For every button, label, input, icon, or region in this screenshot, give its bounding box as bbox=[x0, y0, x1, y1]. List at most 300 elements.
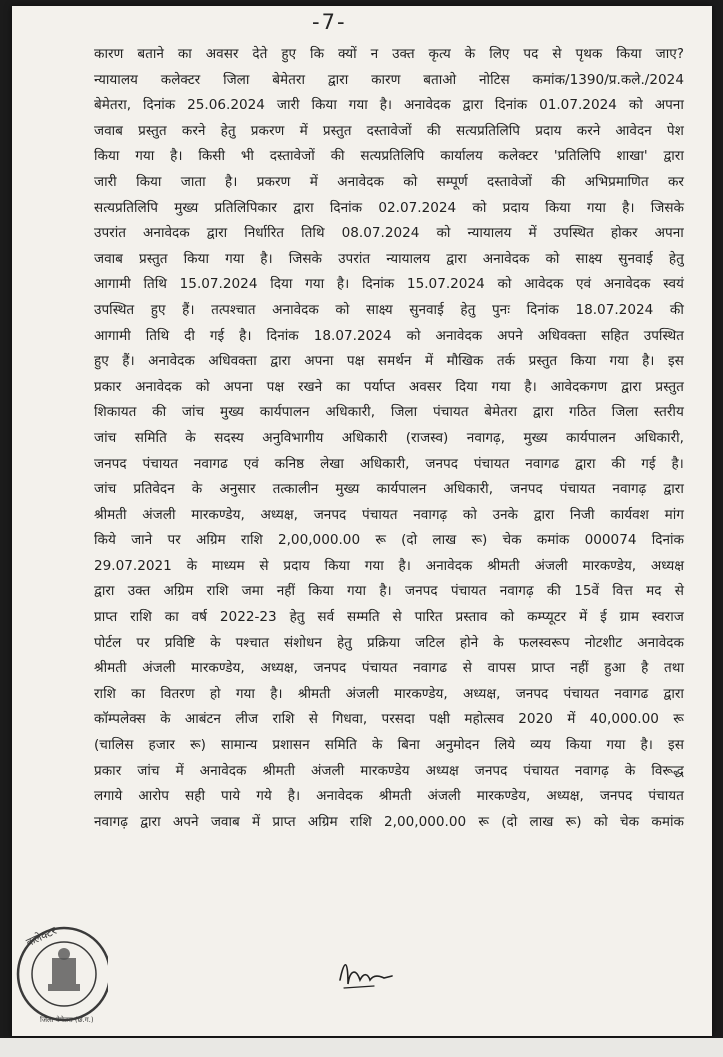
word: प्रविष्टि bbox=[164, 634, 195, 651]
word: पाये bbox=[221, 788, 241, 805]
word: मौखिक bbox=[446, 353, 484, 370]
word: व्यय bbox=[530, 737, 551, 754]
word: की bbox=[152, 404, 167, 421]
word: अनावेदक bbox=[135, 378, 182, 395]
word: से bbox=[552, 46, 562, 62]
word: का bbox=[164, 609, 179, 626]
word: श्रीमती bbox=[378, 788, 412, 805]
word: अपना bbox=[654, 97, 684, 114]
word: लीज bbox=[235, 711, 259, 728]
word: से bbox=[674, 583, 684, 600]
word: में bbox=[424, 353, 434, 370]
word: गिधवा, bbox=[332, 711, 368, 728]
word: तिथि bbox=[143, 276, 167, 293]
word: श्रीमती bbox=[94, 506, 127, 523]
word: के bbox=[191, 481, 203, 498]
word: सर्व bbox=[317, 609, 335, 626]
word: अधिकारी bbox=[341, 429, 388, 446]
text-line bbox=[94, 349, 684, 375]
text-line bbox=[94, 298, 684, 324]
word: वर्ष bbox=[191, 609, 208, 626]
word: उनके bbox=[492, 506, 518, 523]
page-number: -7- bbox=[312, 10, 347, 34]
word: लगाये bbox=[94, 788, 123, 805]
word: न्यायालय bbox=[467, 225, 512, 242]
word: सम्पूर्ण bbox=[436, 173, 468, 190]
word: जनपद bbox=[474, 762, 508, 779]
word: दस्तावेजों bbox=[487, 173, 532, 190]
word: पृथक bbox=[575, 46, 603, 62]
word: 2022-23 bbox=[219, 609, 277, 626]
word: की bbox=[426, 122, 441, 139]
word: 29.07.2021 bbox=[94, 557, 172, 574]
text-line bbox=[94, 707, 684, 733]
word: के bbox=[464, 46, 476, 62]
text-line bbox=[94, 42, 684, 68]
word: पश्चात bbox=[235, 634, 269, 651]
word: सदस्य bbox=[214, 429, 244, 446]
word: पेश bbox=[666, 122, 684, 139]
word: प्रकरण bbox=[256, 173, 291, 190]
word: सुनवाई bbox=[618, 250, 653, 267]
word: गया bbox=[135, 148, 155, 165]
word: हेतु bbox=[668, 250, 684, 267]
word: में bbox=[299, 122, 308, 139]
word: नोटशीट bbox=[584, 634, 623, 651]
word: पंचायत bbox=[361, 660, 398, 677]
word: की bbox=[669, 301, 684, 318]
word: है। bbox=[336, 276, 350, 293]
word: पंचायत bbox=[648, 788, 684, 805]
word: फलस्वरूप bbox=[518, 634, 570, 651]
word: दिया bbox=[455, 378, 478, 395]
word: 000074 bbox=[584, 532, 637, 549]
word: कमांक/1390/प्र.कले./2024 bbox=[532, 71, 684, 88]
word: मारकण्डेय, bbox=[191, 506, 245, 523]
text-line bbox=[94, 528, 684, 554]
word: है। bbox=[671, 455, 684, 472]
word: एवं bbox=[243, 455, 259, 472]
word: अध्यक्ष, bbox=[260, 660, 298, 677]
word: प्रस्ताव bbox=[455, 609, 488, 626]
word: अध्यक्ष, bbox=[546, 788, 584, 805]
word: को bbox=[462, 506, 477, 523]
word: में bbox=[528, 225, 537, 242]
word: जटिल bbox=[415, 634, 445, 651]
word: भी bbox=[240, 148, 254, 165]
word: द्वारा bbox=[446, 250, 467, 267]
word: होकर bbox=[610, 225, 638, 242]
word: गठित bbox=[569, 404, 596, 421]
word: कार्यपालन bbox=[259, 404, 310, 421]
word: से bbox=[462, 660, 472, 677]
word: एवं bbox=[576, 276, 592, 293]
word: के bbox=[186, 557, 198, 574]
word: इस bbox=[667, 353, 684, 370]
word: राशि bbox=[94, 685, 116, 702]
word: साक्ष्य bbox=[575, 250, 603, 267]
word: सही bbox=[185, 788, 205, 805]
word: (चालिस bbox=[94, 737, 134, 754]
word: कर bbox=[667, 173, 684, 190]
word: अभिप्रमाणित bbox=[584, 173, 649, 190]
word: मांग bbox=[664, 506, 684, 523]
text-line bbox=[94, 733, 684, 759]
word: हैं। bbox=[182, 301, 195, 318]
word: स्वराज bbox=[651, 609, 684, 626]
word: द्वारा bbox=[293, 199, 314, 216]
word: है। bbox=[379, 583, 392, 600]
word: बेमेतरा bbox=[484, 404, 518, 421]
text-line bbox=[94, 170, 684, 196]
word: किया bbox=[616, 46, 642, 62]
word: महोत्सव bbox=[464, 711, 504, 728]
word: तर्क bbox=[496, 353, 516, 370]
word: पुनः bbox=[491, 301, 510, 318]
word: किसी bbox=[198, 148, 226, 165]
office-seal-stamp bbox=[12, 918, 108, 1028]
word: अनावेदक bbox=[482, 250, 530, 267]
word: श्रीमती bbox=[262, 762, 295, 779]
word: मारकण्डेय, bbox=[394, 685, 448, 702]
word: को bbox=[195, 378, 210, 395]
word: रू) bbox=[565, 813, 582, 830]
text-line bbox=[94, 605, 684, 631]
word: मुख्य bbox=[523, 429, 548, 446]
word: निजी bbox=[569, 506, 595, 523]
word: है bbox=[641, 660, 649, 677]
text-line bbox=[94, 452, 684, 478]
word: के bbox=[160, 711, 171, 728]
word: जारी bbox=[276, 97, 300, 114]
word: को bbox=[436, 225, 451, 242]
word: दस्तावेजों bbox=[366, 122, 412, 139]
text-line bbox=[94, 324, 684, 350]
word: कार्यपालन bbox=[565, 429, 616, 446]
word: उक्त bbox=[127, 583, 151, 600]
word: से bbox=[392, 609, 402, 626]
text-line bbox=[94, 579, 684, 605]
word: स्वयं bbox=[663, 276, 684, 293]
word: को bbox=[500, 609, 515, 626]
word: प्रस्तुत bbox=[655, 378, 684, 395]
text-line bbox=[94, 631, 684, 657]
word: प्रशासन bbox=[272, 737, 310, 754]
word: 25.06.2024 bbox=[187, 97, 265, 114]
word: 15.07.2024 bbox=[179, 276, 258, 293]
word: आवेदकगण bbox=[550, 378, 608, 395]
word: हेतु bbox=[289, 609, 305, 626]
word: अंजली bbox=[142, 660, 176, 677]
word: प्रदाय bbox=[535, 122, 562, 139]
word: (दो bbox=[501, 813, 518, 830]
word: है। bbox=[287, 788, 301, 805]
word: अधिकारी, bbox=[325, 404, 376, 421]
word: नवागढ bbox=[525, 455, 560, 472]
word: 2,00,000.00 bbox=[277, 532, 361, 549]
word: 'प्रतिलिपि bbox=[553, 148, 601, 165]
word: राशि bbox=[272, 711, 295, 728]
text-line bbox=[94, 682, 684, 708]
word: उपस्थित bbox=[643, 327, 684, 344]
word: दिनांक bbox=[142, 97, 176, 114]
word: अंजली bbox=[427, 788, 461, 805]
text-line bbox=[94, 93, 684, 119]
word: दिनांक bbox=[494, 97, 528, 114]
word: आबंटन bbox=[184, 711, 221, 728]
word: दी bbox=[184, 327, 195, 344]
text-line bbox=[94, 503, 684, 529]
word: ई bbox=[600, 609, 607, 626]
word: 08.07.2024 bbox=[341, 225, 420, 242]
word: द्वारा bbox=[270, 353, 291, 370]
word: आवेदन bbox=[615, 122, 652, 139]
word: जवाब bbox=[94, 122, 123, 139]
word: 18.07.2024 bbox=[313, 327, 392, 344]
word: को bbox=[406, 327, 421, 344]
word: पद bbox=[523, 46, 539, 62]
word: कमांक bbox=[536, 532, 570, 549]
word: मारकण्डेय, bbox=[582, 557, 637, 574]
word: नहीं bbox=[570, 660, 589, 677]
word: राशि bbox=[206, 583, 229, 600]
word: का bbox=[336, 378, 351, 395]
word: गई bbox=[641, 455, 656, 472]
word: रू) bbox=[471, 532, 488, 549]
document-page bbox=[12, 6, 712, 1036]
word: गया bbox=[346, 583, 367, 600]
text-line bbox=[94, 221, 684, 247]
word: प्रकार bbox=[94, 762, 122, 779]
word: पोर्टल bbox=[94, 634, 122, 651]
word: गया bbox=[305, 276, 325, 293]
word: अध्यक्ष, bbox=[260, 506, 298, 523]
seal-text-top: कलेक्टर bbox=[24, 924, 59, 950]
word: तथा bbox=[664, 660, 684, 677]
word: पंचायत bbox=[473, 455, 510, 472]
word: द्वारा bbox=[663, 685, 684, 702]
word: सुनवाई bbox=[409, 301, 444, 318]
word: उपरांत bbox=[94, 225, 126, 242]
text-line bbox=[94, 477, 684, 503]
word: को bbox=[593, 813, 608, 830]
word: है। bbox=[239, 327, 252, 344]
word: अधिवक्ता bbox=[208, 353, 257, 370]
word: नवागढ bbox=[413, 660, 448, 677]
word: को bbox=[545, 250, 560, 267]
word: बेमेतरा, bbox=[94, 97, 132, 114]
word: वितरण bbox=[160, 685, 195, 702]
word: किये bbox=[94, 532, 116, 549]
word: जमा bbox=[241, 583, 264, 600]
word: कार्यालय bbox=[440, 148, 483, 165]
word: मारकण्डेय, bbox=[476, 788, 531, 805]
word: अंजली bbox=[311, 762, 345, 779]
word: जवाब bbox=[94, 250, 123, 267]
word: हुआ bbox=[604, 660, 626, 677]
word: नवागढ़ bbox=[94, 813, 128, 830]
word: चेक bbox=[502, 532, 522, 549]
word: द्वारा bbox=[663, 481, 684, 498]
seal-text-bottom: जिला बेमेतरा (छ.ग.) bbox=[40, 1016, 94, 1024]
word: तिथि bbox=[145, 327, 170, 344]
word: न bbox=[370, 46, 379, 62]
word: नहीं bbox=[276, 583, 295, 600]
word: द्वारा bbox=[327, 71, 349, 88]
word: में bbox=[579, 609, 588, 626]
word: अपने bbox=[172, 813, 199, 830]
word: जनपद bbox=[405, 583, 438, 600]
word: अनावेदक bbox=[199, 762, 247, 779]
word: दिया bbox=[270, 276, 293, 293]
word: कृत्य bbox=[428, 46, 451, 62]
word: हेतु bbox=[336, 634, 352, 651]
document-body bbox=[94, 42, 684, 835]
word: बताने bbox=[137, 46, 164, 62]
word: रू bbox=[673, 711, 684, 728]
word: अध्यक्ष bbox=[650, 557, 684, 574]
word: उपरांत bbox=[338, 250, 371, 267]
word: अनावेदक bbox=[404, 97, 451, 114]
word: प्रतिवेदन bbox=[133, 481, 175, 498]
word: श्रीमती bbox=[487, 557, 520, 574]
text-line bbox=[94, 656, 684, 682]
word: पंचायत bbox=[142, 455, 178, 472]
text-line bbox=[94, 426, 684, 452]
word: वित्त bbox=[612, 583, 633, 600]
word: जांच bbox=[137, 762, 160, 779]
word: दस्तावेजों bbox=[269, 148, 315, 165]
word: मुख्य bbox=[335, 481, 360, 498]
word: प्रक्रिया bbox=[367, 634, 401, 651]
word: इस bbox=[668, 737, 684, 754]
word: में bbox=[567, 711, 576, 728]
word: सहित bbox=[601, 327, 629, 344]
word: अनुसार bbox=[219, 481, 256, 498]
word: हेतु bbox=[220, 122, 236, 139]
word: अंजली bbox=[345, 685, 379, 702]
word: जनपद bbox=[94, 455, 127, 472]
word: जांच bbox=[94, 481, 117, 498]
word: समिति bbox=[134, 429, 167, 446]
word: है। bbox=[225, 173, 238, 190]
word: गया bbox=[606, 737, 626, 754]
word: दिनांक bbox=[266, 327, 299, 344]
text-line bbox=[94, 375, 684, 401]
text-line bbox=[94, 144, 684, 170]
word: लिये bbox=[494, 737, 516, 754]
word: पारित bbox=[414, 609, 443, 626]
word: सामान्य bbox=[221, 737, 258, 754]
word: किया bbox=[570, 353, 596, 370]
word: अनावेदक bbox=[603, 276, 651, 293]
word: कारण bbox=[94, 46, 124, 62]
word: हजार bbox=[148, 737, 175, 754]
text-line bbox=[94, 784, 684, 810]
word: मुख्य bbox=[219, 404, 244, 421]
word: किया bbox=[94, 148, 120, 165]
word: रू bbox=[478, 813, 489, 830]
word: को bbox=[472, 199, 487, 216]
word: अनावेदक bbox=[316, 788, 363, 805]
word: प्रस्तुत bbox=[138, 122, 167, 139]
word: की bbox=[546, 583, 561, 600]
word: प्रतिलिपिकार bbox=[214, 199, 277, 216]
word: सम्मति bbox=[347, 609, 380, 626]
word: अपना bbox=[654, 225, 684, 242]
word: हो bbox=[209, 685, 221, 702]
word: में bbox=[252, 813, 261, 830]
word: वापस bbox=[487, 660, 516, 677]
word: बिना bbox=[397, 737, 420, 754]
bottom-strip bbox=[0, 1038, 723, 1057]
word: शाखा' bbox=[616, 148, 648, 165]
word: आवेदक bbox=[524, 276, 564, 293]
word: को bbox=[403, 173, 418, 190]
word: होने bbox=[459, 634, 479, 651]
word: दिनांक bbox=[329, 199, 363, 216]
word: जिला bbox=[223, 71, 250, 88]
word: नोटिस bbox=[479, 71, 510, 88]
word: रू bbox=[375, 532, 386, 549]
word: न्यायालय bbox=[386, 250, 431, 267]
word: पर bbox=[136, 634, 150, 651]
word: से bbox=[259, 557, 269, 574]
word: द्वारा bbox=[140, 813, 161, 830]
word: गया bbox=[225, 250, 245, 267]
word: पर bbox=[167, 532, 181, 549]
word: देते bbox=[252, 46, 268, 62]
word: नवागढ bbox=[193, 455, 228, 472]
word: अपना bbox=[304, 353, 334, 370]
text-line bbox=[94, 400, 684, 426]
word: परसदा bbox=[381, 711, 415, 728]
word: कॉम्पलेक्स bbox=[94, 711, 146, 728]
word: गया bbox=[364, 557, 384, 574]
word: पंचायत bbox=[523, 762, 559, 779]
word: पंचायत bbox=[450, 583, 487, 600]
word: अपना bbox=[223, 378, 253, 395]
word: गई bbox=[209, 327, 225, 344]
word: जांच bbox=[94, 429, 117, 446]
word: गया bbox=[586, 199, 606, 216]
word: प्रस्तुत bbox=[139, 250, 168, 267]
word: गये bbox=[256, 788, 272, 805]
word: प्रकार bbox=[94, 378, 122, 395]
word: जिसके bbox=[288, 250, 322, 267]
word: सत्यप्रतिलिपि bbox=[94, 199, 158, 216]
word: को bbox=[335, 301, 350, 318]
word: संशोधन bbox=[284, 634, 322, 651]
word: किया bbox=[565, 737, 592, 754]
word: अनुमोदन bbox=[435, 737, 480, 754]
word: प्रकरण bbox=[250, 122, 285, 139]
word: हैं। bbox=[122, 353, 135, 370]
word: 15वें bbox=[574, 583, 600, 600]
word: लाख bbox=[432, 532, 457, 549]
word: आगामी bbox=[94, 276, 131, 293]
word: है। bbox=[260, 250, 273, 267]
word: अवसर bbox=[205, 46, 239, 62]
word: प्रदाय bbox=[502, 199, 529, 216]
word: 15.07.2024 bbox=[406, 276, 485, 293]
word: अधिवक्ता bbox=[537, 327, 587, 344]
word: गया bbox=[491, 378, 511, 395]
word: जनपद bbox=[515, 685, 549, 702]
word: किया bbox=[311, 97, 337, 114]
word: नवागढ bbox=[614, 685, 649, 702]
signature-mark bbox=[334, 950, 398, 996]
